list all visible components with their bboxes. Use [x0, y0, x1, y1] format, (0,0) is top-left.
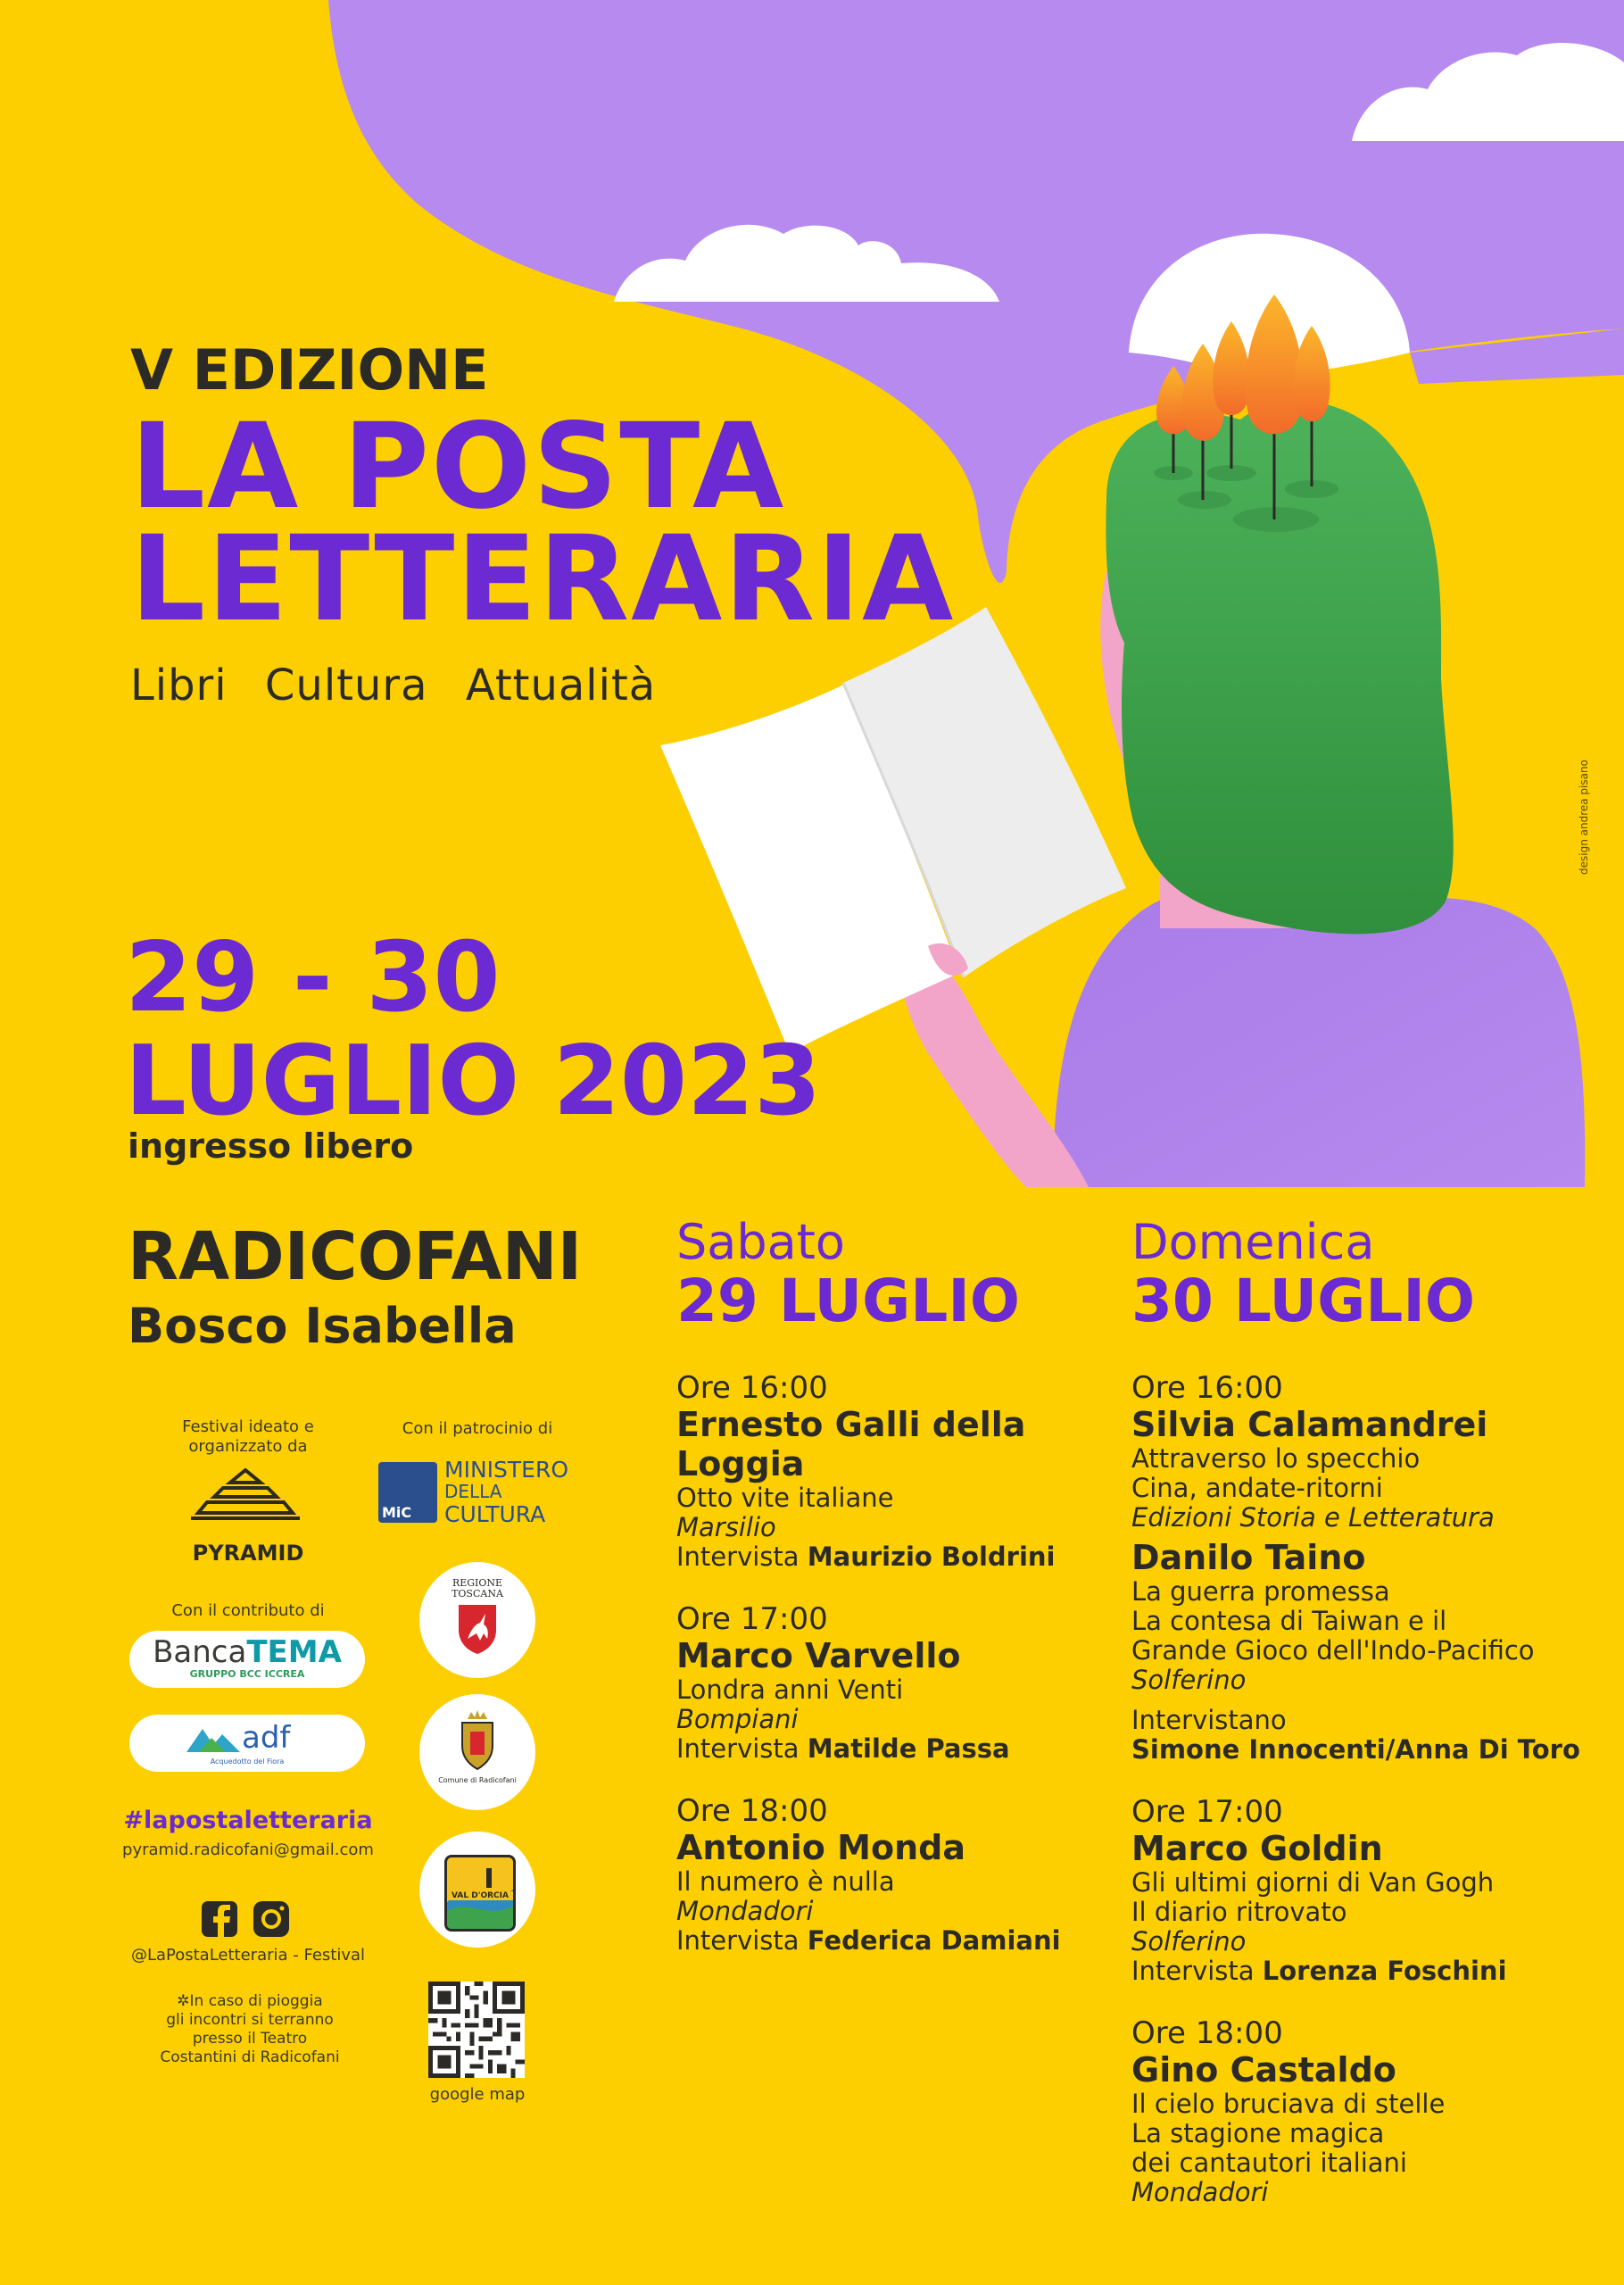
- sunday-event-3: [1131, 2016, 1613, 2207]
- sunday-day: Domenica: [1131, 1214, 1375, 1270]
- event-book: La contesa di Taiwan e il: [1131, 1606, 1447, 1636]
- event-publisher: Mondadori: [1131, 2177, 1269, 2207]
- ministry-badge: MiC: [382, 1504, 412, 1521]
- comune-name: Comune di Radicofani: [438, 1776, 517, 1784]
- event-book: Il cielo bruciava di stelle: [1131, 2089, 1446, 2119]
- contribution-label: Con il contributo di: [171, 1601, 325, 1620]
- edition-label: V EDIZIONE: [130, 337, 489, 403]
- patronage-label: Con il patrocinio di: [402, 1419, 553, 1438]
- subtitle-current-affairs: Attualità: [465, 661, 657, 710]
- valdorcia-badge: [444, 1855, 516, 1932]
- rain-note: [134, 1992, 366, 2067]
- event-book: Il numero è nulla: [676, 1866, 895, 1897]
- event-interview: [676, 1542, 1123, 1572]
- event-speaker: Marco Varvello: [676, 1636, 961, 1675]
- bank-name-part: Banca: [153, 1634, 247, 1670]
- ministry-line: MINISTERO: [444, 1457, 569, 1483]
- event-book: Cina, andate-ritorni: [1131, 1473, 1383, 1503]
- pyramid-logo: [187, 1468, 303, 1540]
- rain-note-line: gli incontri si terranno: [166, 2011, 334, 2029]
- adf-logo: [129, 1715, 365, 1772]
- dates-line-1: 29 - 30: [125, 922, 501, 1034]
- sunday-event-2: [1131, 1795, 1613, 1986]
- bancatema-logo: [129, 1631, 365, 1688]
- event-speaker: Ernesto Galli della Loggia: [676, 1405, 1026, 1483]
- ministry-text: [444, 1458, 568, 1525]
- saturday-day: Sabato: [676, 1214, 845, 1270]
- hashtag[interactable]: #lapostaletteraria: [123, 1807, 373, 1834]
- pegasus-icon: [457, 1603, 498, 1655]
- event-book: dei cantautori italiani: [1131, 2148, 1407, 2178]
- sunday-column: [1131, 1216, 1613, 2207]
- instagram-icon: [253, 1901, 289, 1937]
- subtitle-books: Libri: [130, 661, 228, 710]
- interviewer: Matilde Passa: [807, 1733, 1010, 1764]
- event-time: Ore 17:00: [1131, 1794, 1283, 1830]
- adf-name: adf: [242, 1720, 291, 1756]
- festival-title: [130, 398, 956, 648]
- sunday-event-1: [1131, 1371, 1613, 1765]
- saturday-date: 29 LUGLIO: [676, 1267, 1021, 1335]
- event-time: Ore 18:00: [1131, 2015, 1283, 2051]
- ministry-logo: [378, 1458, 576, 1530]
- qr-code-icon[interactable]: [428, 1982, 525, 2078]
- interviewer: Lorenza Foschini: [1262, 1956, 1507, 1986]
- event-book: Otto vite italiane: [676, 1483, 894, 1513]
- event-interview: [1131, 1957, 1613, 1986]
- event-time: Ore 17:00: [676, 1601, 828, 1637]
- event-speaker: Gino Castaldo: [1131, 2050, 1396, 2090]
- event-publisher: Bompiani: [676, 1704, 799, 1734]
- event-book: La stagione magica: [1131, 2118, 1385, 2148]
- rain-note-line: [134, 1992, 366, 2011]
- interviewer: Federica Damiani: [807, 1925, 1061, 1956]
- ministry-line: DELLA: [444, 1481, 502, 1502]
- ministry-emblem-icon: [378, 1462, 437, 1523]
- coat-of-arms-icon: [459, 1710, 496, 1773]
- region-line: REGIONE: [452, 1577, 503, 1589]
- event-interview: [676, 1734, 1123, 1764]
- facebook-icon: [202, 1901, 237, 1937]
- event-book: Attraverso lo specchio: [1131, 1443, 1421, 1474]
- free-entry: ingresso libero: [128, 1126, 414, 1166]
- title-line-2: LETTERARIA: [130, 511, 956, 648]
- event-book: Grande Gioco dell'Indo-Pacifico: [1131, 1635, 1535, 1666]
- regione-toscana-logo: [419, 1562, 535, 1678]
- social-icons: [200, 1899, 293, 1939]
- asterisk-icon: ✲: [177, 1992, 190, 2010]
- shirt: [1053, 887, 1585, 1187]
- design-credit: design andrea pisano: [1578, 760, 1590, 875]
- event-time: Ore 16:00: [676, 1370, 828, 1406]
- comune-radicofani-logo: [419, 1694, 535, 1810]
- event-book: Gli ultimi giorni di Van Gogh: [1131, 1867, 1495, 1898]
- rain-note-line: Costantini di Radicofani: [160, 2048, 340, 2066]
- event-speaker: Silvia Calamandrei: [1131, 1405, 1488, 1444]
- event-speaker: Danilo Taino: [1131, 1538, 1366, 1577]
- festival-dates: [125, 922, 822, 1137]
- adf-subtitle: Acquedotto del Fiora: [210, 1757, 285, 1766]
- bank-name-part: TEMA: [246, 1634, 342, 1670]
- saturday-event-3: [676, 1794, 1123, 1956]
- valdorcia-name: VAL D'ORCIA: [447, 1891, 513, 1900]
- organizer-label: [159, 1417, 337, 1457]
- organizer-label-line: Festival ideato e: [182, 1417, 314, 1436]
- rain-note-line: presso il Teatro: [192, 2030, 308, 2048]
- dates-line-2: LUGLIO 2023: [125, 1026, 822, 1137]
- organizer-name: PYRAMID: [192, 1541, 304, 1566]
- rain-note-text: In caso di pioggia: [189, 1992, 323, 2010]
- event-speaker: Marco Goldin: [1131, 1829, 1383, 1868]
- title-line-1: LA POSTA: [130, 398, 786, 536]
- event-publisher: Edizioni Storia e Letteratura: [1131, 1502, 1495, 1533]
- event-publisher: Mondadori: [676, 1896, 814, 1926]
- region-line: TOSCANA: [452, 1588, 503, 1600]
- qr-label: google map: [429, 2085, 526, 2104]
- town-name: RADICOFANI: [128, 1218, 583, 1295]
- saturday-event-1: [676, 1371, 1123, 1572]
- interview-label: Intervista: [676, 1733, 800, 1764]
- event-time: Ore 16:00: [1131, 1370, 1283, 1406]
- event-book: Londra anni Venti: [676, 1674, 904, 1705]
- interview-label: Intervista: [1131, 1956, 1255, 1986]
- valdorcia-logo: [419, 1832, 535, 1948]
- bank-subtitle: GRUPPO BCC ICCREA: [189, 1668, 305, 1680]
- event-publisher: Marsilio: [676, 1512, 776, 1542]
- saturday-event-2: [676, 1602, 1123, 1764]
- event-publisher: Solferino: [1131, 1665, 1247, 1695]
- subtitle-culture: Cultura: [264, 661, 428, 710]
- event-book: La guerra promessa: [1131, 1576, 1390, 1607]
- social-handle[interactable]: @LaPostaLetteraria - Festival: [130, 1946, 366, 1965]
- interviewer: Simone Innocenti/Anna Di Toro: [1131, 1734, 1580, 1765]
- subtitle: [130, 661, 679, 710]
- venue-name: Bosco Isabella: [128, 1298, 517, 1354]
- event-time: Ore 18:00: [676, 1793, 828, 1829]
- interview-label: Intervista: [676, 1925, 800, 1956]
- event-book: Il diario ritrovato: [1131, 1897, 1347, 1927]
- event-interview: [676, 1926, 1123, 1956]
- event-speaker: Antonio Monda: [676, 1828, 965, 1867]
- event-publisher: Solferino: [1131, 1926, 1247, 1957]
- ministry-line: CULTURA: [444, 1501, 546, 1527]
- adf-mountains-icon: [186, 1725, 240, 1754]
- interview-label: Intervistano: [1131, 1705, 1287, 1735]
- hair: [1106, 401, 1453, 935]
- sunday-date: 30 LUGLIO: [1131, 1267, 1476, 1335]
- saturday-column: [676, 1216, 1123, 1956]
- interview-label: Intervista: [676, 1541, 800, 1572]
- interviewer: Maurizio Boldrini: [807, 1541, 1056, 1572]
- organizer-label-line: organizzato da: [188, 1437, 308, 1456]
- contact-email[interactable]: pyramid.radicofani@gmail.com: [122, 1840, 374, 1859]
